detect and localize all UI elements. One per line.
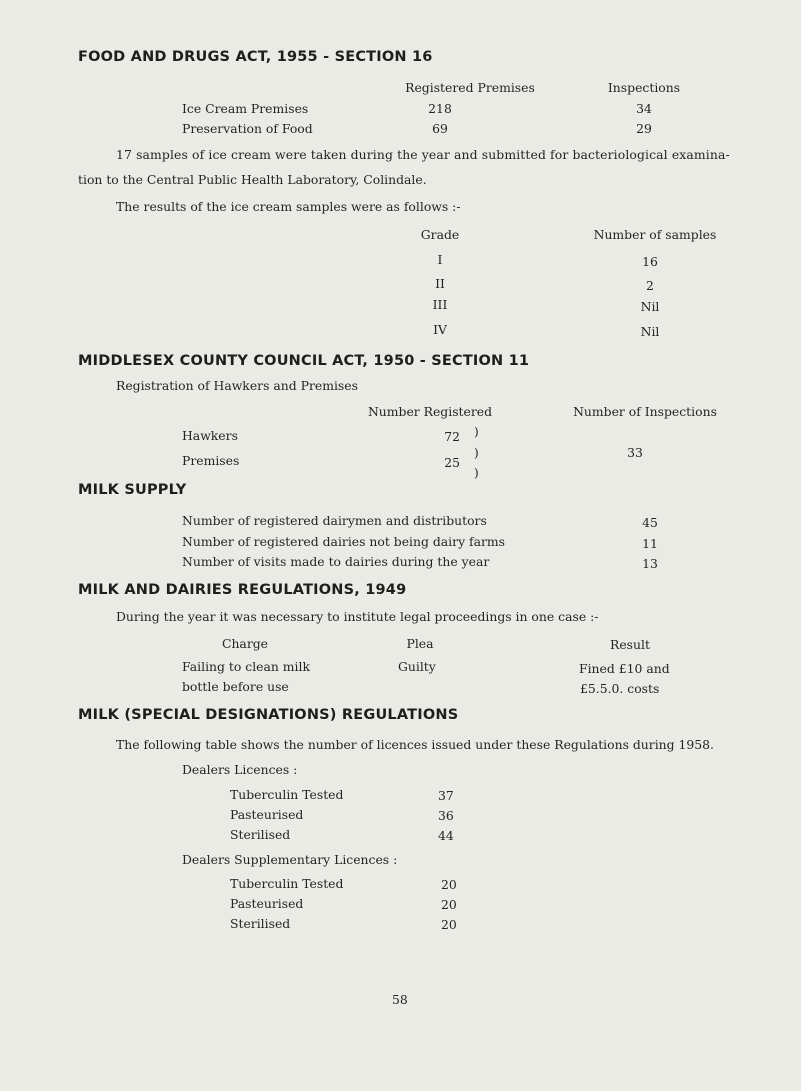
- samples-value: 16: [642, 254, 658, 269]
- col-number-registered: Number Registered: [367, 404, 493, 419]
- col-inspections: Inspections: [607, 80, 681, 95]
- col-number-of-inspections: Number of Inspections: [573, 404, 717, 419]
- milk-dairies-heading: MILK AND DAIRIES REGULATIONS, 1949: [78, 582, 407, 598]
- result-text: £5.5.0. costs: [580, 681, 660, 696]
- licence-value: 37: [438, 788, 454, 803]
- licence-value: 20: [441, 877, 457, 892]
- grade-value: II: [435, 276, 445, 291]
- inspections-total: 33: [627, 445, 643, 460]
- charge-text: Failing to clean milk: [182, 659, 310, 674]
- col-result: Result: [610, 637, 650, 652]
- charge-text: bottle before use: [182, 679, 289, 694]
- licence-label: Sterilised: [230, 916, 291, 931]
- col-number-of-samples: Number of samples: [593, 227, 717, 242]
- licence-label: Pasteurised: [230, 896, 304, 911]
- grade-value: I: [437, 252, 443, 267]
- row-registered: 218: [428, 101, 452, 116]
- bracket: ): [474, 466, 479, 480]
- row-inspections: 29: [636, 121, 652, 136]
- licence-value: 44: [438, 828, 454, 843]
- licence-value: 20: [441, 897, 457, 912]
- licence-label: Sterilised: [230, 827, 291, 842]
- licence-label: Tuberculin Tested: [230, 876, 344, 891]
- samples-value: 2: [646, 278, 654, 293]
- plea-text: Guilty: [398, 659, 436, 674]
- middlesex-subheading: Registration of Hawkers and Premises: [116, 378, 358, 393]
- licences-intro: The following table shows the number of licences issued under these Regulations during 1958.: [116, 737, 714, 752]
- food-drugs-heading: FOOD AND DRUGS ACT, 1955 - SECTION 16: [78, 49, 433, 65]
- row-label: Preservation of Food: [182, 121, 313, 136]
- middlesex-heading: MIDDLESEX COUNTY COUNCIL ACT, 1950 - SECTION 11: [78, 353, 530, 369]
- supplementary-licences-heading: Dealers Supplementary Licences :: [182, 852, 398, 867]
- milk-supply-label: Number of registered dairies not being dairy farms: [182, 534, 506, 549]
- row-label: Ice Cream Premises: [182, 101, 309, 116]
- premises-label: Premises: [182, 453, 240, 468]
- samples-value: Nil: [640, 299, 660, 314]
- paragraph-line: 17 samples of ice cream were taken during the year and submitted for bacteriological examina-: [116, 147, 730, 162]
- milk-supply-heading: MILK SUPPLY: [78, 482, 187, 498]
- milk-supply-value: 13: [642, 556, 658, 571]
- bracket: ): [474, 425, 479, 439]
- legal-proceedings-intro: During the year it was necessary to institute legal proceedings in one case :-: [116, 609, 599, 624]
- licence-label: Pasteurised: [230, 807, 304, 822]
- licence-value: 20: [441, 917, 457, 932]
- row-registered: 69: [432, 121, 448, 136]
- licence-label: Tuberculin Tested: [230, 787, 344, 802]
- hawkers-registered: 72: [444, 429, 460, 444]
- milk-supply-value: 11: [642, 536, 658, 551]
- hawkers-label: Hawkers: [182, 428, 238, 443]
- bracket: ): [474, 446, 479, 460]
- premises-registered: 25: [444, 455, 460, 470]
- milk-supply-label: Number of registered dairymen and distributors: [182, 513, 487, 528]
- col-grade: Grade: [420, 227, 460, 242]
- col-plea: Plea: [406, 636, 434, 651]
- licence-value: 36: [438, 808, 454, 823]
- paragraph-line: tion to the Central Public Health Laboratory, Colindale.: [78, 172, 427, 187]
- page-number: 58: [392, 992, 408, 1007]
- row-inspections: 34: [636, 101, 652, 116]
- result-text: Fined £10 and: [579, 661, 670, 676]
- col-charge: Charge: [221, 636, 269, 651]
- grade-value: IV: [433, 322, 447, 337]
- milk-supply-label: Number of visits made to dairies during the year: [182, 554, 490, 569]
- dealers-licences-heading: Dealers Licences :: [182, 762, 298, 777]
- results-intro: The results of the ice cream samples were as follows :-: [116, 199, 461, 214]
- grade-value: III: [432, 297, 448, 312]
- col-registered-premises: Registered Premises: [405, 80, 535, 95]
- milk-supply-value: 45: [642, 515, 658, 530]
- milk-special-heading: MILK (SPECIAL DESIGNATIONS) REGULATIONS: [78, 707, 459, 723]
- samples-value: Nil: [640, 324, 660, 339]
